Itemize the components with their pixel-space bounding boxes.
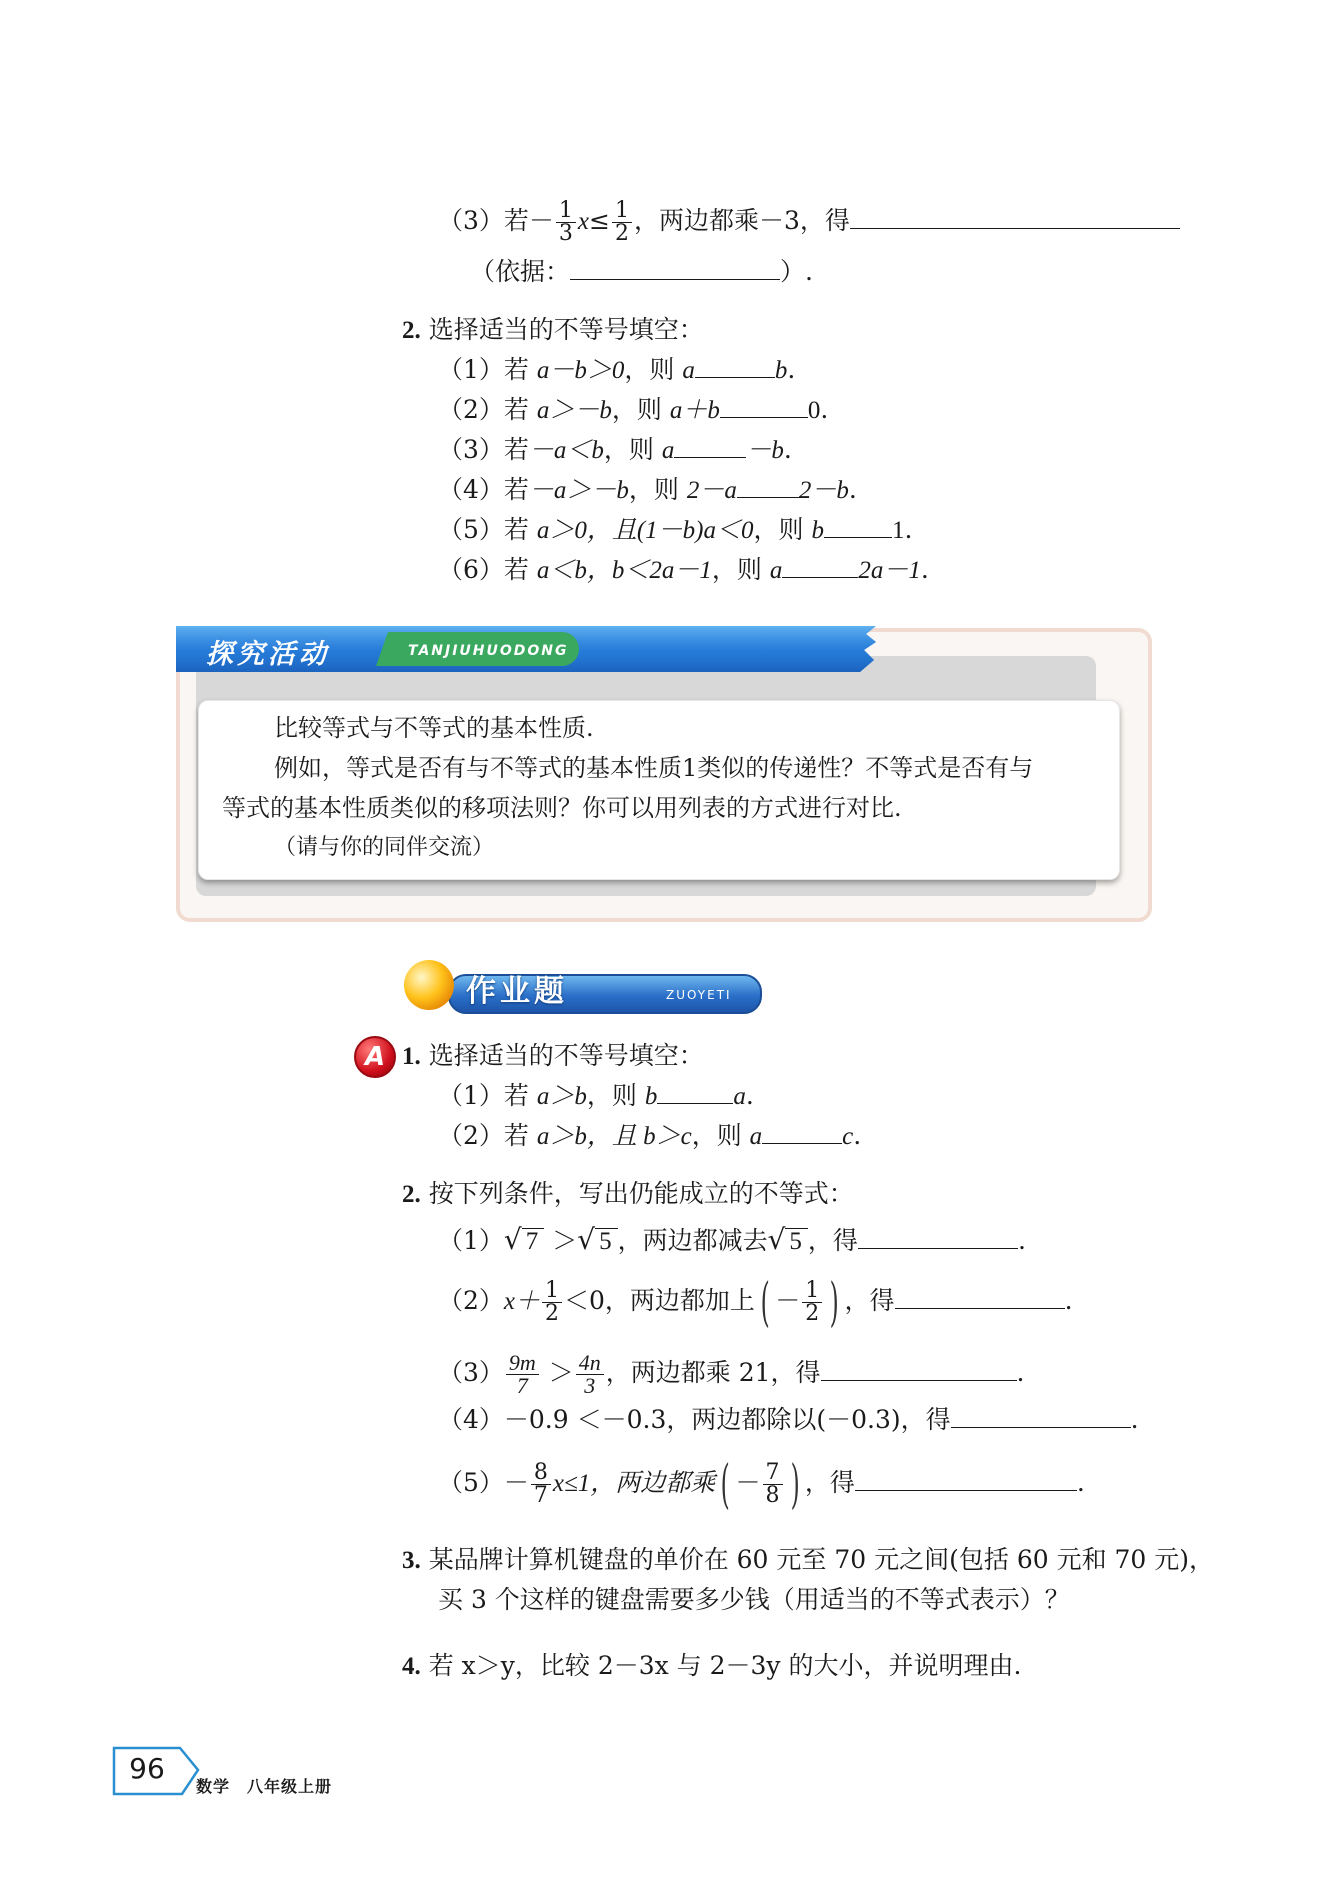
homework-title: 作业题 [466,974,568,1009]
operator: ≤ [589,206,610,235]
text: （2）若 [438,1121,537,1150]
text: ，则 [753,515,812,544]
answer-blank[interactable] [855,1468,1077,1491]
numerator: 4n [576,1352,604,1375]
answer-blank[interactable] [821,1358,1017,1381]
text: （5）－ [438,1468,529,1497]
rhs: 2－b [798,477,849,504]
operator: － [735,1468,761,1497]
numerator: 1 [802,1280,822,1303]
text: ）. [780,257,813,286]
lhs: a [661,437,675,464]
homework-ball-icon [404,960,454,1010]
condition: a＞b，且 b＞c [536,1123,692,1150]
numerator: 1 [542,1280,562,1303]
denominator: 7 [516,1373,528,1398]
text: （2）若 [438,395,537,424]
activity-p2b: 等式的基本性质类似的移项法则？你可以用列表的方式进行对比. [222,794,902,822]
text: （1）若 [438,355,537,384]
hw2-item-5 [438,1454,1085,1515]
text: （6）若 [438,555,537,584]
condition: a＞b [536,1083,587,1110]
text: . [848,475,857,504]
q2-item [438,474,857,507]
text: ，两边都乘 21，得 [605,1358,821,1387]
condition: a＞0，且(1－b)a＜0 [536,517,754,544]
question-number: 2. [402,317,421,344]
activity-subtitle: TANJIUHUODONG [408,643,569,659]
answer-blank[interactable] [895,1286,1065,1309]
text: . [920,555,929,584]
q2-item [438,514,912,547]
q2-item [438,434,792,467]
question-title: 按下列条件，写出仍能成立的不等式： [428,1179,854,1208]
numerator: 1 [612,200,632,223]
page-number: 96 [129,1752,165,1785]
text: ，得 [807,1226,858,1255]
activity-p2a: 例如，等式是否有与不等式的基本性质1类似的传递性？不等式是否有与 [274,754,1034,782]
question-text: 若 x＞y，比较 2－3x 与 2－3y 的大小，并说明理由. [428,1651,1022,1680]
top-q3-line1 [438,200,1180,245]
numerator: 9m [506,1352,539,1375]
lhs: b [644,1083,658,1110]
text: （5）若 [438,515,537,544]
answer-blank[interactable] [762,1121,842,1144]
text: （4）若 [438,475,529,504]
fraction [506,1352,539,1397]
text: . [853,1121,862,1150]
rhs: c [842,1123,854,1150]
homework-subtitle: ZUOYETI [666,988,732,1002]
text: . [1064,1286,1073,1315]
book-title: 数学 八年级上册 [196,1777,333,1796]
text: . [783,435,792,464]
text: （3） [438,1358,504,1387]
answer-blank[interactable] [737,475,799,498]
condition: a＜b，b＜2a－1 [536,557,712,584]
left-paren-icon: ( [720,1454,730,1515]
answer-blank[interactable] [657,1081,733,1104]
fraction [576,1352,604,1397]
denominator: 3 [558,221,573,246]
radicand: 5 [785,1228,808,1255]
text: . [745,1081,754,1110]
hw1-item [438,1120,861,1153]
q2-item [438,354,795,387]
hw2-title [402,1178,854,1211]
hw2-item-4 [438,1404,1139,1436]
numerator: 7 [763,1462,783,1485]
rhs: 0 [807,397,821,424]
hw4-line [402,1650,1021,1683]
hw2-item-2 [438,1272,1073,1333]
fraction [612,200,632,245]
rhs: b [774,357,788,384]
sqrt-icon: √ [577,1223,596,1256]
text: ，两边都乘－3，得 [633,206,850,235]
denominator: 3 [584,1373,596,1398]
variable: x [577,208,590,235]
lhs: 2－a [686,477,737,504]
right-paren-icon: ) [829,1272,839,1333]
text: ，得 [844,1286,895,1315]
denominator: 2 [545,1301,560,1326]
fraction [763,1462,783,1507]
lhs: a [769,557,783,584]
text: （1）若 [438,1081,537,1110]
question-number: 2. [402,1181,421,1208]
hw1-title [402,1040,704,1073]
answer-blank[interactable] [782,555,858,578]
text: . [1017,1226,1026,1255]
text: . [1016,1358,1025,1387]
hw2-item-1 [438,1224,1026,1257]
activity-p3: （请与你的同伴交流） [274,835,495,860]
denominator: 7 [533,1483,548,1508]
text: ，则 [624,355,683,384]
lhs: a [749,1123,763,1150]
fraction [802,1280,822,1325]
condition: －a＜b [528,437,604,464]
answer-blank[interactable] [674,435,746,458]
answer-blank[interactable] [570,257,780,280]
answer-blank[interactable] [824,515,892,538]
text: x≤1，两边都乘 [552,1470,716,1497]
answer-blank[interactable] [858,1226,1018,1249]
denominator: 2 [614,221,629,246]
text: . [904,515,913,544]
q2-item [438,554,929,587]
answer-blank[interactable] [695,355,775,378]
lhs: a＋b [669,397,720,424]
text: （1） [438,1226,504,1255]
radicand: 5 [595,1228,618,1255]
expr: x＋ [503,1288,541,1315]
answer-blank[interactable] [951,1405,1131,1428]
answer-blank[interactable] [850,206,1180,229]
numerator: 1 [556,200,576,223]
condition: a＞－b [536,397,612,424]
left-paren-icon: ( [760,1272,770,1333]
text: （3）若 [438,435,529,464]
text: （4）－0.9 ＜－0.3，两边都除以(－0.3)，得 [438,1405,951,1434]
rhs: 1 [891,517,905,544]
question-title: 选择适当的不等号填空： [428,315,704,344]
text: . [1076,1468,1085,1497]
condition: －a＞－b [528,477,629,504]
hw2-item-3 [438,1352,1024,1397]
activity-title: 探究活动 [206,639,330,670]
text: ，则 [603,435,662,464]
hw3-line2: 买 3 个这样的键盘需要多少钱（用适当的不等式表示）？ [438,1585,1070,1614]
operator: ＞ [552,1226,578,1255]
text: ，则 [611,395,670,424]
fraction [556,200,576,245]
fraction [542,1280,562,1325]
question-text: 某品牌计算机键盘的单价在 60 元至 70 元之间(包括 60 元和 70 元)， [428,1545,1215,1574]
hw1-item [438,1080,754,1113]
right-paren-icon: ) [790,1454,800,1515]
text: （2） [438,1286,504,1315]
text: （3）若－ [438,206,554,235]
hw3-line1 [402,1544,1214,1577]
question-number: 4. [402,1653,421,1680]
text: . [1130,1405,1139,1434]
text: . [787,355,796,384]
activity-p1: 比较等式与不等式的基本性质. [274,714,594,742]
text: . [820,395,829,424]
rhs: a [733,1083,746,1110]
question-number: 3. [402,1547,421,1574]
text: ＜0，两边都加上 [564,1286,755,1315]
lhs: b [811,517,824,544]
radicand: 7 [522,1228,545,1255]
sqrt-icon: √ [503,1223,522,1256]
text: （依据： [470,257,571,286]
operator: － [775,1286,801,1315]
operator: ＞ [548,1358,574,1387]
q2-title [402,314,704,347]
fraction [531,1462,551,1507]
text: ，两边都减去 [617,1226,768,1255]
question-number: 1. [402,1043,421,1070]
denominator: 8 [765,1483,780,1508]
rhs: 2a－1 [858,557,921,584]
numerator: 8 [531,1462,551,1485]
text: ，则 [691,1121,750,1150]
q2-item [438,394,828,427]
text: ，得 [804,1468,855,1497]
denominator: 2 [805,1301,820,1326]
top-q3-line2 [470,256,813,288]
text: ，则 [628,475,687,504]
answer-blank[interactable] [720,395,808,418]
sqrt-icon: √ [767,1223,786,1256]
question-title: 选择适当的不等号填空： [428,1041,704,1070]
condition: a－b＞0 [536,357,625,384]
level-a-badge-icon: A [354,1036,396,1078]
text: ，则 [711,555,770,584]
text: ，则 [586,1081,645,1110]
lhs: a [682,357,695,384]
rhs: －b [746,437,784,464]
